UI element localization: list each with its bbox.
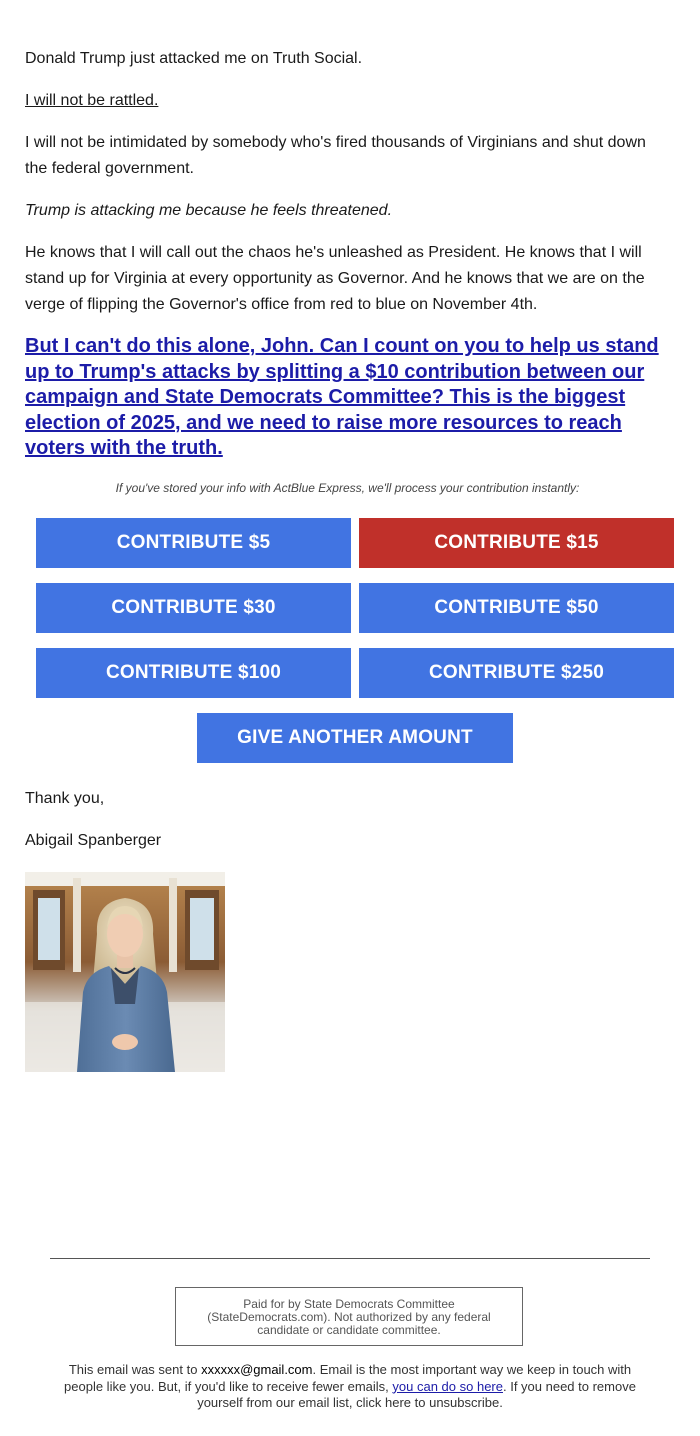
contribute-30-button[interactable]: CONTRIBUTE $30 [36,583,351,633]
paragraph-chaos: He knows that I will call out the chaos he's unleashed as President. He knows that I will stand up for Virginia at every opportunity as Governor. And he knows that we are on the verge of flipping the Governor's office from red to blue on November 4th. [25,244,645,313]
button-row [36,518,674,568]
candidate-photo [25,872,225,1072]
give-another-amount-button[interactable]: GIVE ANOTHER AMOUNT [197,713,513,763]
portrait-image [25,872,225,1072]
ask-link[interactable]: But I can't do this alone, John. Can I count on you to help us stand up to Trump's attacks by splitting a $10 contribution between our campaign and State Democrats Committee? This is the biggest election of 2025, and we need to raise more resources to reach voters with the truth. [25,335,659,459]
paragraph-threatened: Trump is attacking me because he feels threatened. [25,202,393,219]
paragraph-not-rattled: I will not be rattled. [25,92,159,109]
contribute-50-button[interactable]: CONTRIBUTE $50 [359,583,674,633]
button-row [36,648,674,698]
signoff [25,786,161,870]
contribution-buttons [36,518,674,778]
contribute-250-button[interactable]: CONTRIBUTE $250 [359,648,674,698]
actblue-note: If you've stored your info with ActBlue Express, we'll process your contribution instantly: [115,480,580,495]
footer-post: . If you need to remove yourself from our email list, click here to unsubscribe. [197,1378,636,1410]
footer-pre: This email was sent to [68,1362,202,1377]
fewer-emails-link[interactable]: you can do so here [392,1378,503,1394]
footer-mid: . Email is the most important way we keep in touch with people like you. But, if you'd like to receive fewer emails, [64,1362,632,1394]
thank-you-text: Thank you, [25,790,105,807]
paragraph-attack: Donald Trump just attacked me on Truth Social. [25,50,363,67]
contribute-100-button[interactable]: CONTRIBUTE $100 [36,648,351,698]
footer-divider [50,1258,650,1259]
paragraph-intimidated: I will not be intimidated by somebody who's fired thousands of Virginians and shut down the federal government. [25,134,646,177]
paid-for-disclaimer: Paid for by State Democrats Committee (StateDemocrats.com). Not authorized by any federal candidate or candidate committee. [175,1287,523,1346]
recipient-email: xxxxxx@gmail.com [201,1362,313,1377]
email-body [25,46,670,514]
button-row [36,713,674,763]
contribute-15-button[interactable]: CONTRIBUTE $15 [359,518,674,568]
signer-name: Abigail Spanberger [25,832,162,849]
contribute-5-button[interactable]: CONTRIBUTE $5 [36,518,351,568]
footer-text [50,1362,650,1412]
button-row [36,583,674,633]
